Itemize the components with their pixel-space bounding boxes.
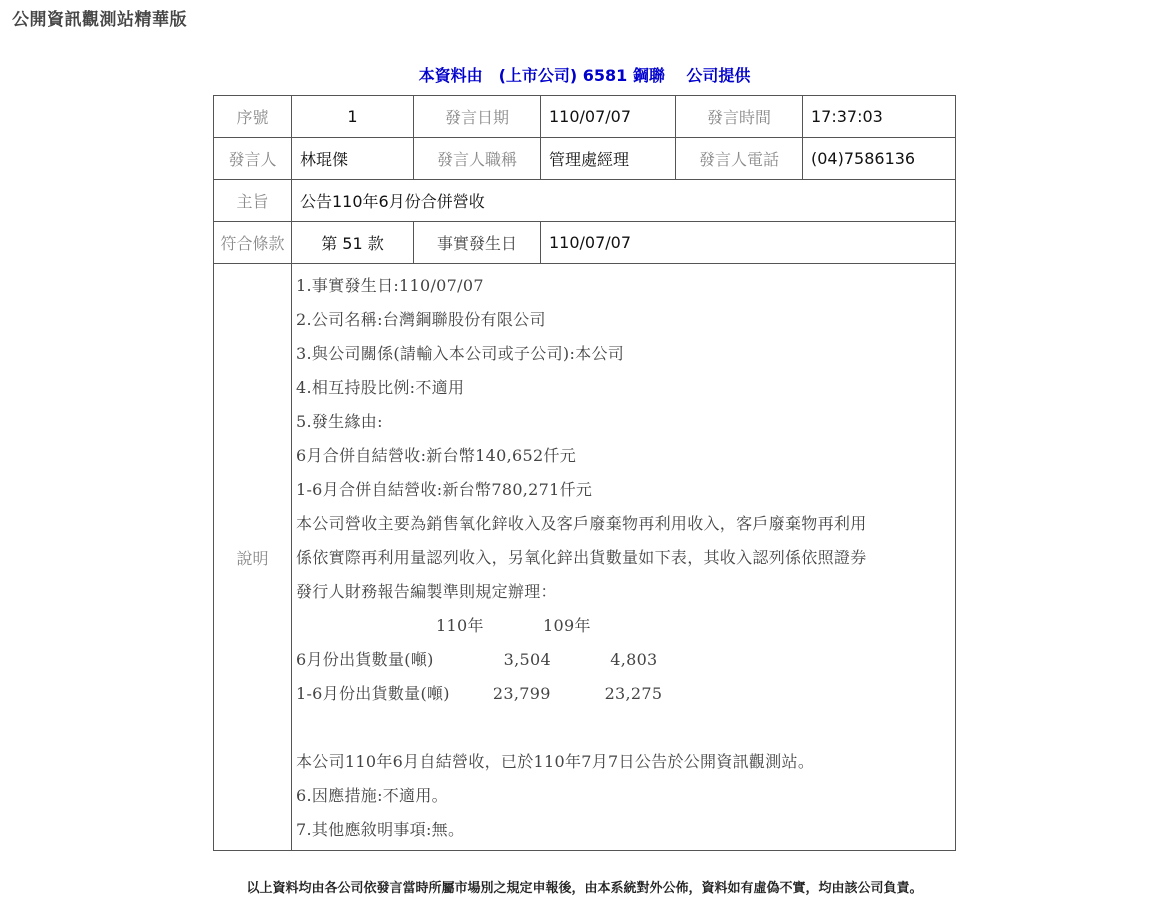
speaker-title-value: 管理處經理 [541,138,676,180]
footer-disclaimer: 以上資料均由各公司依發言當時所屬市場別之規定申報後，由本系統對外公佈，資料如有虛偽不實，均由該公司負責。 [246,881,923,896]
speaker-value: 林琨傑 [292,138,414,180]
description-line: 1-6月合併自結營收:新台幣780,271仟元 [296,480,593,499]
table-row-speaker [214,138,956,180]
description-line: 5.發生緣由: [296,412,383,431]
seq-value: 1 [292,96,414,138]
shipment-table-row: 1-6月份出貨數量(噸) 23,799 23,275 [296,684,663,703]
event-date-value: 110/07/07 [541,222,956,264]
description-line: 3.與公司關係(請輸入本公司或子公司):本公司 [296,344,625,363]
description-line: 6.因應措施:不適用。 [296,786,448,805]
announcement-table [213,95,956,851]
shipment-table-row: 6月份出貨數量(噸) 3,504 4,803 [296,650,658,669]
time-value: 17:37:03 [803,96,956,138]
table-row-seq [214,96,956,138]
speaker-phone-label: 發言人電話 [676,138,803,180]
description-line: 本公司110年6月自結營收，已於110年7月7日公告於公開資訊觀測站。 [296,752,815,771]
description-blank-line [296,714,951,748]
speaker-phone-value: (04)7586136 [803,138,956,180]
table-row-clause [214,222,956,264]
clause-label: 符合條款 [214,222,292,264]
description-label: 說明 [214,264,292,851]
description-line: 係依實際再利用量認列收入，另氧化鋅出貨數量如下表，其收入認列係依照證券 [296,548,867,567]
source-line: 本資料由 (上市公司) 6581 鋼聯 公司提供 [418,66,751,85]
description-line: 2.公司名稱:台灣鋼聯股份有限公司 [296,310,546,329]
site-title: 公開資訊觀測站精華版 [12,10,187,30]
time-label: 發言時間 [676,96,803,138]
description-line: 7.其他應敘明事項:無。 [296,820,465,839]
table-row-description [214,264,956,851]
description-line: 發行人財務報告編製準則規定辦理： [296,582,557,601]
clause-value: 第 51 款 [292,222,414,264]
table-row-subject [214,180,956,222]
speaker-label: 發言人 [214,138,292,180]
event-date-label: 事實發生日 [414,222,541,264]
subject-label: 主旨 [214,180,292,222]
shipment-table-header: 110年 109年 [296,616,591,635]
description-line: 本公司營收主要為銷售氧化鋅收入及客戶廢棄物再利用收入，客戶廢棄物再利用 [296,514,867,533]
description-content [292,264,956,851]
description-line: 4.相互持股比例:不適用 [296,378,465,397]
date-label: 發言日期 [414,96,541,138]
seq-label: 序號 [214,96,292,138]
subject-value: 公告110年6月份合併營收 [292,180,956,222]
speaker-title-label: 發言人職稱 [414,138,541,180]
description-line: 1.事實發生日:110/07/07 [296,276,484,295]
description-line: 6月合併自結營收:新台幣140,652仟元 [296,446,577,465]
date-value: 110/07/07 [541,96,676,138]
